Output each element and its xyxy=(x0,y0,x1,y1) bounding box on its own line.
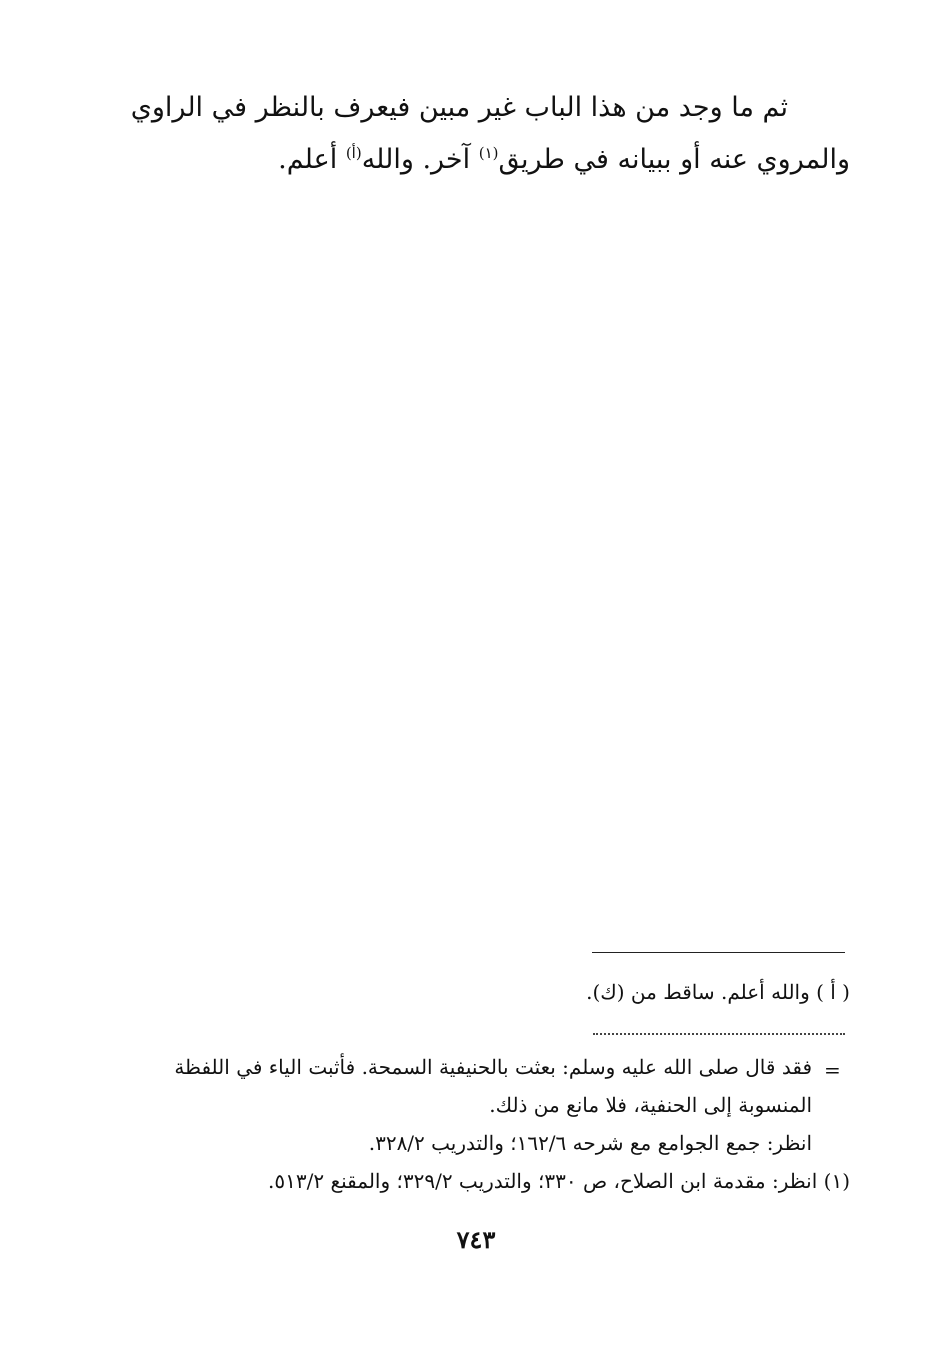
main-text-line-2-part-3: أعلم. xyxy=(278,144,346,175)
footnote-1: (١) انظر: مقدمة ابن الصلاح، ص ٣٣٠؛ والتدريب ٣٢٩/٢؛ والمقنع ٥١٣/٢. xyxy=(268,1169,850,1193)
dotted-separator xyxy=(593,1033,845,1035)
page-number: ٧٤٣ xyxy=(456,1225,496,1254)
footnote-continuation-line-1: فقد قال صلى الله عليه وسلم: بعثت بالحنيفية السمحة. فأثبت الياء في اللفظة xyxy=(174,1055,812,1079)
main-text-line-2 xyxy=(145,134,850,186)
footnote-reference-a: (أ) xyxy=(345,144,362,162)
main-text-line-2-part-1: والمروي عنه أو ببيانه في طريق xyxy=(498,144,850,175)
main-text-block xyxy=(130,82,850,186)
footnote-a: ( أ ) والله أعلم. ساقط من (ك). xyxy=(586,980,850,1004)
footnote-separator-line xyxy=(592,952,845,953)
main-text-line-1: ثم ما وجد من هذا الباب غير مبين فيعرف بالنظر في الراوي xyxy=(130,92,788,123)
continuation-marker: = xyxy=(824,1058,841,1082)
main-text-line-2-part-2: آخر. والله xyxy=(361,144,479,175)
footnote-continuation xyxy=(145,1048,850,1162)
footnote-continuation-line-2: المنسوبة إلى الحنفية، فلا مانع من ذلك. xyxy=(489,1093,812,1117)
footnote-reference-1: (١) xyxy=(478,144,499,162)
footnote-continuation-line-3: انظر: جمع الجوامع مع شرحه ١٦٢/٦؛ والتدريب ٣٢٨/٢. xyxy=(368,1131,812,1155)
